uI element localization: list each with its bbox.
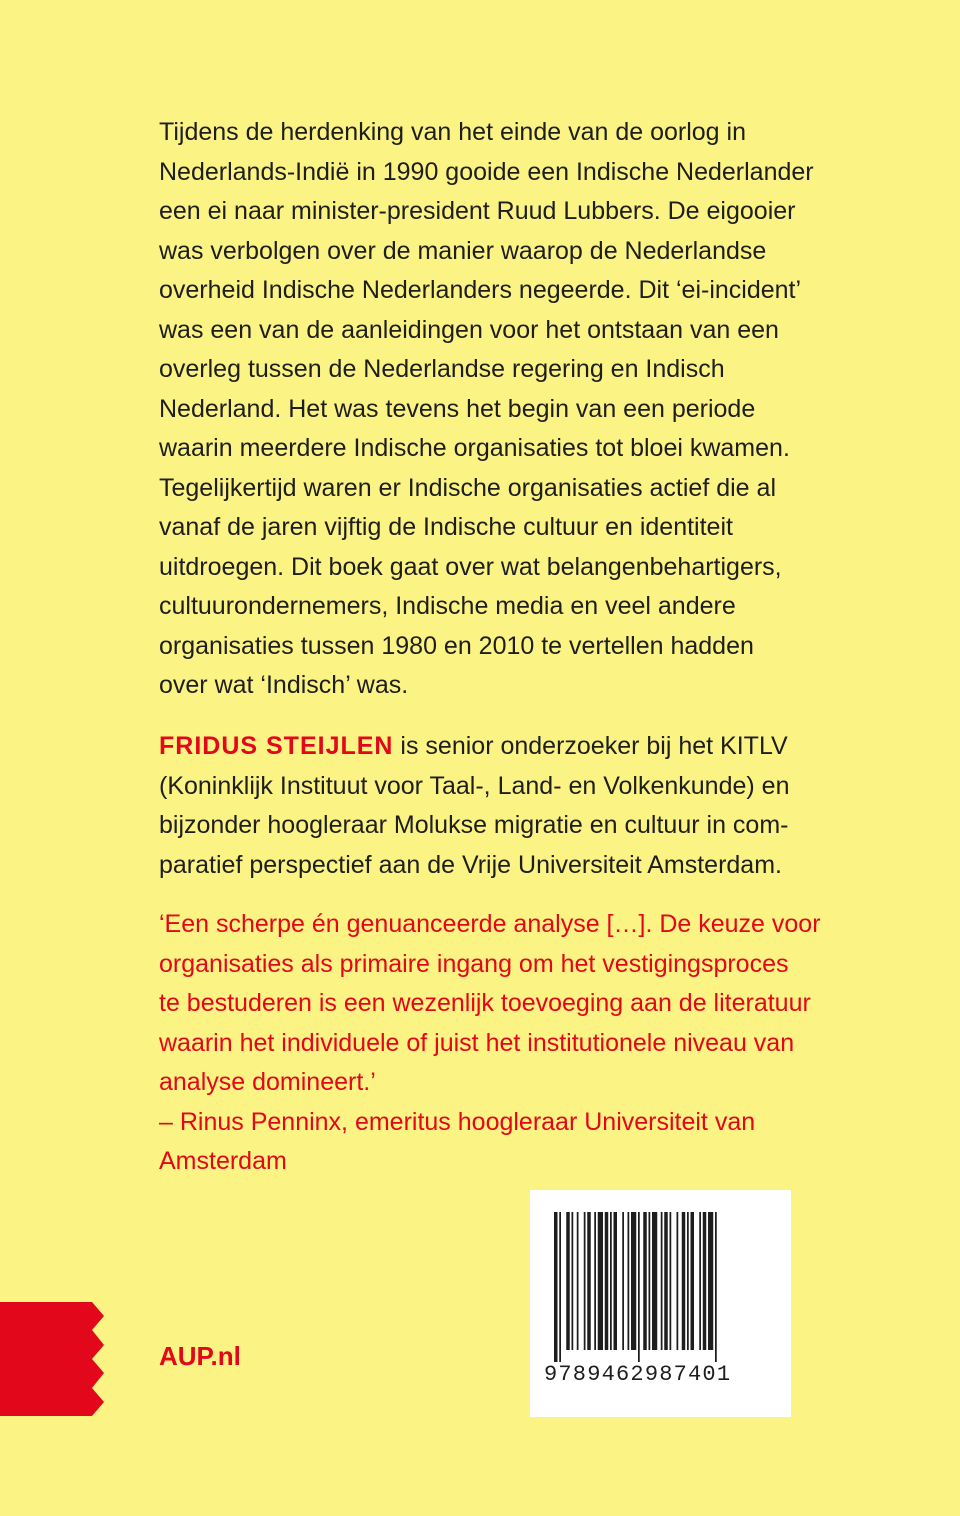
publisher-url: AUP.nl bbox=[159, 1341, 241, 1371]
blurb-line: overheid Indische Nederlanders negeerde. Dit ‘ei-incident’ bbox=[159, 276, 802, 304]
quote-line: ‘Een scherpe én genuanceerde analyse […]. De keuze voor bbox=[159, 910, 821, 938]
blurb-line: was een van de aanleidingen voor het ontstaan van een bbox=[159, 315, 779, 344]
blurb-line: organisaties tussen 1980 en 2010 te vertellen hadden bbox=[159, 631, 754, 660]
barcode-bar bbox=[715, 1212, 717, 1362]
blurb-line: Nederlands-Indië in 1990 gooide een Indische Nederlander bbox=[159, 157, 814, 186]
quote-line: analyse domineert.’ bbox=[159, 1068, 376, 1096]
barcode-bar bbox=[628, 1212, 630, 1350]
author-bio-first-line bbox=[159, 727, 899, 767]
blurb-line: over wat ‘Indisch’ was. bbox=[159, 671, 409, 699]
barcode-bar bbox=[691, 1212, 695, 1350]
barcode-bar bbox=[566, 1212, 570, 1350]
barcode-bar bbox=[614, 1212, 618, 1350]
quote-line: te bestuderen is een wezenlijk toevoeging aan de literatuur bbox=[159, 989, 811, 1017]
barcode-bar bbox=[631, 1212, 636, 1350]
barcode-bar bbox=[554, 1212, 558, 1362]
barcode-bar bbox=[605, 1212, 609, 1350]
blurb-line: vanaf de jaren vijftig de Indische cultuur en identiteit bbox=[159, 513, 733, 541]
barcode-bar bbox=[587, 1212, 591, 1350]
blurb-line: waarin meerdere Indische organisaties tot bloei kwamen. bbox=[159, 434, 790, 462]
barcode-bar bbox=[652, 1212, 657, 1350]
blurb-text bbox=[159, 113, 899, 706]
barcode-bar bbox=[559, 1212, 561, 1362]
author-bio-line: (Koninklijk Instituut voor Taal-, Land- en Volkenkunde) en bbox=[159, 771, 790, 800]
isbn-barcode bbox=[530, 1190, 791, 1417]
publisher-brand-mark-icon bbox=[0, 1302, 104, 1416]
quote-attribution: – Rinus Penninx, emeritus hoogleraar Universiteit van bbox=[159, 1107, 756, 1136]
barcode-bar bbox=[572, 1212, 574, 1350]
isbn-number: 9789462987401 bbox=[544, 1362, 732, 1387]
barcode-bar bbox=[670, 1212, 672, 1350]
quote-attribution: Amsterdam bbox=[159, 1147, 287, 1175]
blurb-line: een ei naar minister-president Ruud Lubbers. De eigooier bbox=[159, 197, 796, 225]
barcode-bar bbox=[577, 1212, 579, 1350]
barcode-bar bbox=[598, 1212, 603, 1350]
review-quote bbox=[159, 905, 899, 1182]
blurb-line: Tijdens de herdenking van het einde van de oorlog in bbox=[159, 118, 746, 146]
barcode-bar bbox=[622, 1212, 624, 1350]
barcode-bar bbox=[708, 1212, 713, 1350]
author-bio-intro: is senior onderzoeker bij het KITLV bbox=[393, 732, 788, 760]
barcode-bar bbox=[610, 1212, 612, 1350]
author-bio-line: paratief perspectief aan de Vrije Universiteit Amsterdam. bbox=[159, 850, 782, 879]
barcode-bars bbox=[554, 1212, 767, 1362]
barcode-bar bbox=[703, 1212, 707, 1350]
quote-line: organisaties als primaire ingang om het vestigingsproces bbox=[159, 949, 789, 978]
author-bio-line: bijzonder hoogleraar Molukse migratie en cultuur in com- bbox=[159, 811, 789, 839]
barcode-bar bbox=[661, 1212, 663, 1350]
barcode-bar bbox=[687, 1212, 689, 1350]
author-name: FRIDUS STEIJLEN bbox=[159, 732, 394, 760]
barcode-bar bbox=[594, 1212, 596, 1350]
blurb-line: overleg tussen de Nederlandse regering en Indisch bbox=[159, 355, 725, 383]
barcode-bar bbox=[584, 1212, 586, 1350]
barcode-bar bbox=[649, 1212, 651, 1350]
blurb-line: cultuurondernemers, Indische media en veel andere bbox=[159, 592, 736, 620]
barcode-bar bbox=[682, 1212, 686, 1350]
author-bio bbox=[159, 727, 899, 885]
barcode-bar bbox=[664, 1212, 668, 1350]
barcode-bar bbox=[638, 1212, 640, 1362]
blurb-line: Nederland. Het was tevens het begin van een periode bbox=[159, 394, 756, 423]
barcode-bar bbox=[677, 1212, 679, 1350]
barcode-bar bbox=[699, 1212, 701, 1350]
barcode-bar bbox=[643, 1212, 647, 1350]
blurb-line: was verbolgen over de manier waarop de Nederlandse bbox=[159, 236, 767, 265]
blurb-line: Tegelijkertijd waren er Indische organisaties actief die al bbox=[159, 473, 776, 502]
blurb-line: uitdroegen. Dit boek gaat over wat belangenbehartigers, bbox=[159, 552, 782, 581]
quote-line: waarin het individuele of juist het institutionele niveau van bbox=[159, 1028, 795, 1057]
